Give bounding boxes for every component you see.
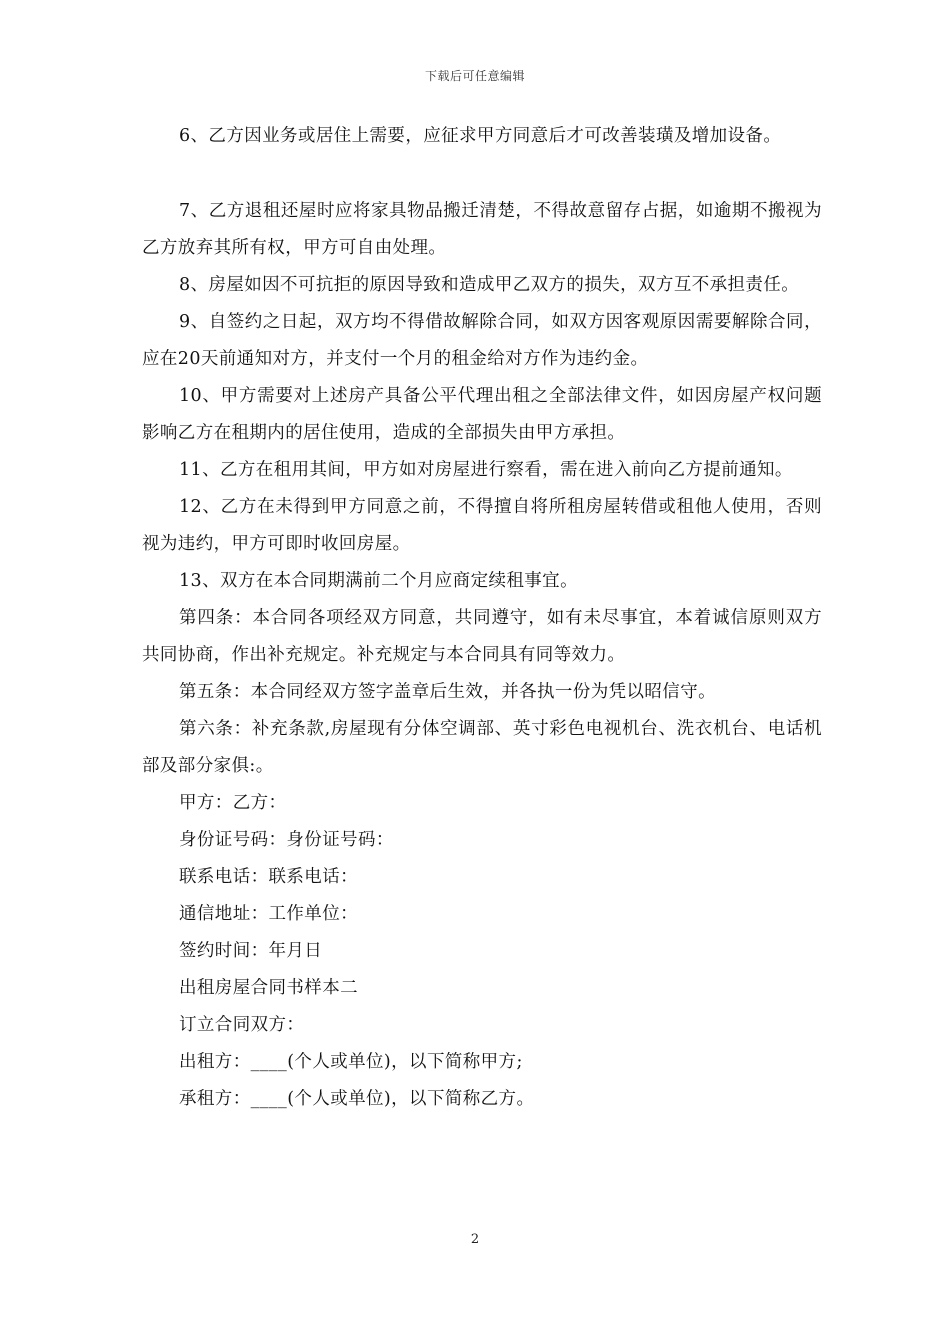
- signature-phones: 联系电话：联系电话：: [179, 867, 358, 887]
- clause-13: 13、双方在本合同期满前二个月应商定续租事宜。: [179, 571, 578, 591]
- page-header: 下载后可任意编辑: [424, 69, 525, 83]
- clause-7: 7、乙方退租还屋时应将家具物品搬迁清楚，不得故意留存占据，如逾期不搬视为乙方放弃其所有权，甲方可自由处理。: [142, 201, 822, 258]
- document-body: [142, 118, 822, 1118]
- signature-date: 签约时间：年月日: [179, 941, 323, 961]
- article-4: 第四条：本合同各项经双方同意，共同遵守，如有未尽事宜，本着诚信原则双方共同协商，作出补充规定。补充规定与本合同具有同等效力。: [142, 608, 822, 665]
- clause-12: 12、乙方在未得到甲方同意之前，不得擅自将所租房屋转借或租他人使用，否则视为违约，甲方可即时收回房屋。: [142, 497, 822, 554]
- lessor-line: 出租方：____(个人或单位)，以下简称甲方;: [179, 1052, 523, 1072]
- signature-addresses: 通信地址：工作单位：: [179, 904, 358, 924]
- clause-6: 6、乙方因业务或居住上需要，应征求甲方同意后才可改善装璜及增加设备。: [179, 126, 782, 146]
- lessee-line: 承租方：____(个人或单位)，以下简称乙方。: [179, 1089, 535, 1109]
- clause-11: 11、乙方在租用其间，甲方如对房屋进行察看，需在进入前向乙方提前通知。: [179, 460, 793, 480]
- clause-8: 8、房屋如因不可抗拒的原因导致和造成甲乙双方的损失，双方互不承担责任。: [179, 275, 800, 295]
- page-number: 2: [470, 1232, 480, 1247]
- signature-parties: 甲方：乙方：: [179, 793, 287, 813]
- sample-two-title: 出租房屋合同书样本二: [179, 978, 358, 998]
- article-6: 第六条：补充条款,房屋现有分体空调部、英寸彩色电视机台、洗衣机台、电话机部及部分家俱:。: [142, 719, 822, 776]
- contract-parties-heading: 订立合同双方：: [179, 1015, 305, 1035]
- signature-id-numbers: 身份证号码：身份证号码：: [179, 830, 394, 850]
- clause-9: 9、自签约之日起，双方均不得借故解除合同，如双方因客观原因需要解除合同，应在20天前通知对方，并支付一个月的租金给对方作为违约金。: [142, 312, 822, 369]
- clause-10: 10、甲方需要对上述房产具备公平代理出租之全部法律文件，如因房屋产权问题影响乙方在租期内的居住使用，造成的全部损失由甲方承担。: [142, 386, 822, 443]
- article-5: 第五条：本合同经双方签字盖章后生效，并各执一份为凭以昭信守。: [179, 682, 716, 702]
